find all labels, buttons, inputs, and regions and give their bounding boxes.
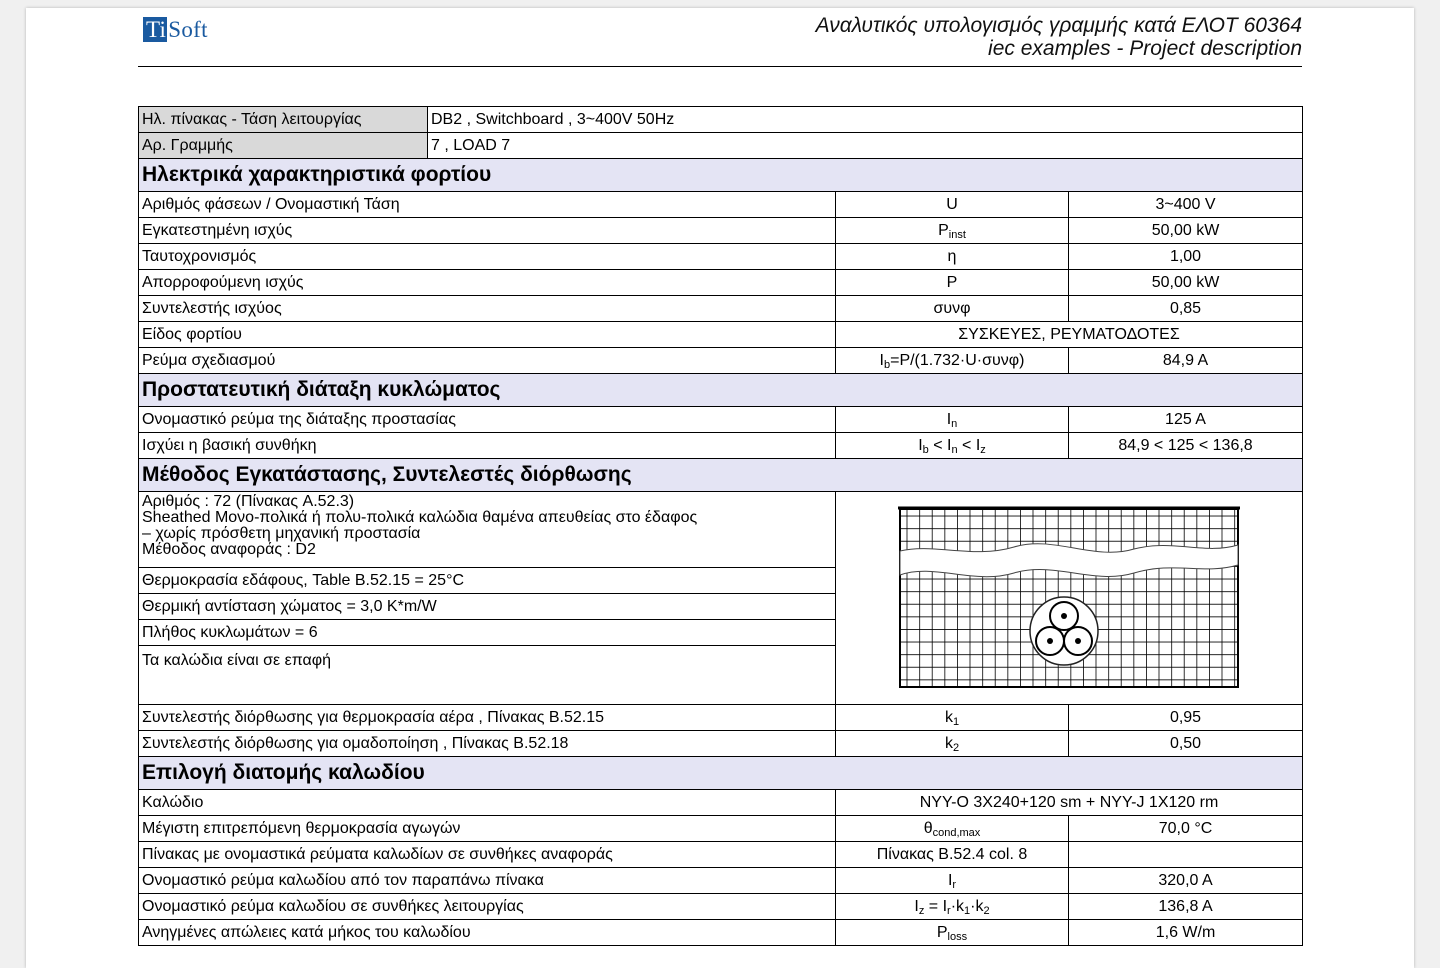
row-value: 1,6 W/m xyxy=(1069,920,1303,946)
section-load xyxy=(139,159,1303,192)
calculation-table xyxy=(138,106,1303,946)
row-label: Πλήθος κυκλωμάτων = 6 xyxy=(139,620,836,646)
row-value: 50,00 kW xyxy=(1069,270,1303,296)
row-label: Απορροφούμενη ισχύς xyxy=(139,270,836,296)
row-label: Συντελεστής διόρθωσης για ομαδοποίηση , Πίνακας B.52.18 xyxy=(139,731,836,757)
row-symbol: συνφ xyxy=(836,296,1069,322)
row-symbol: $\theta_{cond,max}$ xyxy=(836,816,1069,842)
row-label: Συντελεστής διόρθωσης για θερμοκρασία αέρα , Πίνακας B.52.15 xyxy=(139,705,836,731)
row-value: 125 A xyxy=(1069,407,1303,433)
table-row xyxy=(139,731,1303,757)
row-symbol: $I_r$ xyxy=(836,868,1069,894)
header-divider xyxy=(138,66,1302,67)
row-value xyxy=(1069,842,1303,868)
row-value: 136,8 A xyxy=(1069,894,1303,920)
buried-cable-illustration xyxy=(894,503,1244,689)
line-value: 7 , LOAD 7 xyxy=(428,133,1303,159)
installation-diagram xyxy=(836,492,1303,705)
row-label: Πίνακας με ονομαστικά ρεύματα καλωδίων σε συνθήκες αναφοράς xyxy=(139,842,836,868)
section-title-install: Μέθοδος Εγκατάστασης, Συντελεστές διόρθωσης xyxy=(139,459,1303,492)
table-row xyxy=(139,868,1303,894)
table-row xyxy=(139,816,1303,842)
row-value: 50,00 kW xyxy=(1069,218,1303,244)
row-value: 84,9 A xyxy=(1069,348,1303,374)
row-label: Ονομαστικό ρεύμα καλωδίου από τον παραπάνω πίνακα xyxy=(139,868,836,894)
row-value: 70,0 °C xyxy=(1069,816,1303,842)
section-cable xyxy=(139,757,1303,790)
row-symbol: Πίνακας B.52.4 col. 8 xyxy=(836,842,1069,868)
table-row xyxy=(139,244,1303,270)
row-label: Θερμική αντίσταση χώματος = 3,0 K*m/W xyxy=(139,594,836,620)
table-row xyxy=(139,790,1303,816)
row-value: 84,9 < 125 < 136,8 xyxy=(1069,433,1303,459)
table-row xyxy=(139,894,1303,920)
table-row xyxy=(139,433,1303,459)
table-row xyxy=(139,407,1303,433)
section-title-load: Ηλεκτρικά χαρακτηριστικά φορτίου xyxy=(139,159,1303,192)
row-label: Ονομαστικό ρεύμα καλωδίου σε συνθήκες λειτουργίας xyxy=(139,894,836,920)
row-symbol: $P_{loss}$ xyxy=(836,920,1069,946)
row-symbol: $I_n$ xyxy=(836,407,1069,433)
row-label: Τα καλώδια είναι σε επαφή xyxy=(139,646,836,705)
line-label: Αρ. Γραμμής xyxy=(139,133,428,159)
report-page xyxy=(26,8,1414,968)
row-label: Καλώδιο xyxy=(139,790,836,816)
section-title-protection: Προστατευτική διάταξη κυκλώματος xyxy=(139,374,1303,407)
row-value: 0,85 xyxy=(1069,296,1303,322)
panel-value: DB2 , Switchboard , 3~400V 50Hz xyxy=(428,107,1303,133)
row-symbol: $I_b < I_n < I_z$ xyxy=(836,433,1069,459)
info-row-panel xyxy=(139,107,1303,133)
row-symbol: $P_{inst}$ xyxy=(836,218,1069,244)
row-value: 3~400 V xyxy=(1069,192,1303,218)
section-install xyxy=(139,459,1303,492)
row-symbol: P xyxy=(836,270,1069,296)
row-value: ΣΥΣΚΕΥΕΣ, ΡΕΥΜΑΤΟΔΟΤΕΣ xyxy=(836,322,1303,348)
row-value: NYY-O 3X240+120 sm + NYY-J 1X120 rm xyxy=(836,790,1303,816)
table-row xyxy=(139,920,1303,946)
report-subtitle: iec examples - Project description xyxy=(988,37,1302,60)
table-row xyxy=(139,322,1303,348)
table-row xyxy=(139,705,1303,731)
row-label: Ταυτοχρονισμός xyxy=(139,244,836,270)
row-label: Εγκατεστημένη ισχύς xyxy=(139,218,836,244)
row-value: 0,95 xyxy=(1069,705,1303,731)
table-row xyxy=(139,270,1303,296)
table-row xyxy=(139,296,1303,322)
report-header xyxy=(816,14,1302,60)
row-symbol: $I_b=P/(1.732\cdot U\cdot\sigma\upsilon\nu\varphi)$ xyxy=(836,348,1069,374)
row-label: Αριθμός φάσεων / Ονομαστική Τάση xyxy=(139,192,836,218)
row-label: Ισχύει η βασική συνθήκη xyxy=(139,433,836,459)
tisoft-logo: TiSoft xyxy=(143,18,208,42)
row-symbol: $k_1$ xyxy=(836,705,1069,731)
row-label: Ονομαστικό ρεύμα της διάταξης προστασίας xyxy=(139,407,836,433)
row-label: Είδος φορτίου xyxy=(139,322,836,348)
row-symbol: η xyxy=(836,244,1069,270)
row-symbol: $I_z = I_r\cdot k_1\cdot k_2$ xyxy=(836,894,1069,920)
table-row xyxy=(139,192,1303,218)
row-label: Συντελεστής ισχύος xyxy=(139,296,836,322)
section-protection xyxy=(139,374,1303,407)
row-symbol: $k_2$ xyxy=(836,731,1069,757)
panel-label: Ηλ. πίνακας - Τάση λειτουργίας xyxy=(139,107,428,133)
row-label: Μέγιστη επιτρεπόμενη θερμοκρασία αγωγών xyxy=(139,816,836,842)
row-label: Θερμοκρασία εδάφους, Table B.52.15 = 25°C xyxy=(139,568,836,594)
info-row-line xyxy=(139,133,1303,159)
row-label: Ανηγμένες απώλειες κατά μήκος του καλωδίου xyxy=(139,920,836,946)
table-row xyxy=(139,348,1303,374)
table-row xyxy=(139,218,1303,244)
row-value: 0,50 xyxy=(1069,731,1303,757)
row-value: 320,0 A xyxy=(1069,868,1303,894)
section-title-cable: Επιλογή διατομής καλωδίου xyxy=(139,757,1303,790)
install-description: Αριθμός : 72 (Πίνακας A.52.3) Sheathed Mονο-πολικά ή πολυ-πολικά καλώδια θαμένα απευθείας στο έδαφος – χωρίς πρόσθετη μηχανική προστασία Μέθοδος αναφοράς : D2 xyxy=(139,492,836,568)
row-value: 1,00 xyxy=(1069,244,1303,270)
row-label: Ρεύμα σχεδιασμού xyxy=(139,348,836,374)
row-symbol: U xyxy=(836,192,1069,218)
install-method-row xyxy=(139,492,1303,568)
table-row xyxy=(139,842,1303,868)
report-title: Αναλυτικός υπολογισμός γραμμής κατά ΕΛΟΤ 60364 xyxy=(815,14,1302,37)
